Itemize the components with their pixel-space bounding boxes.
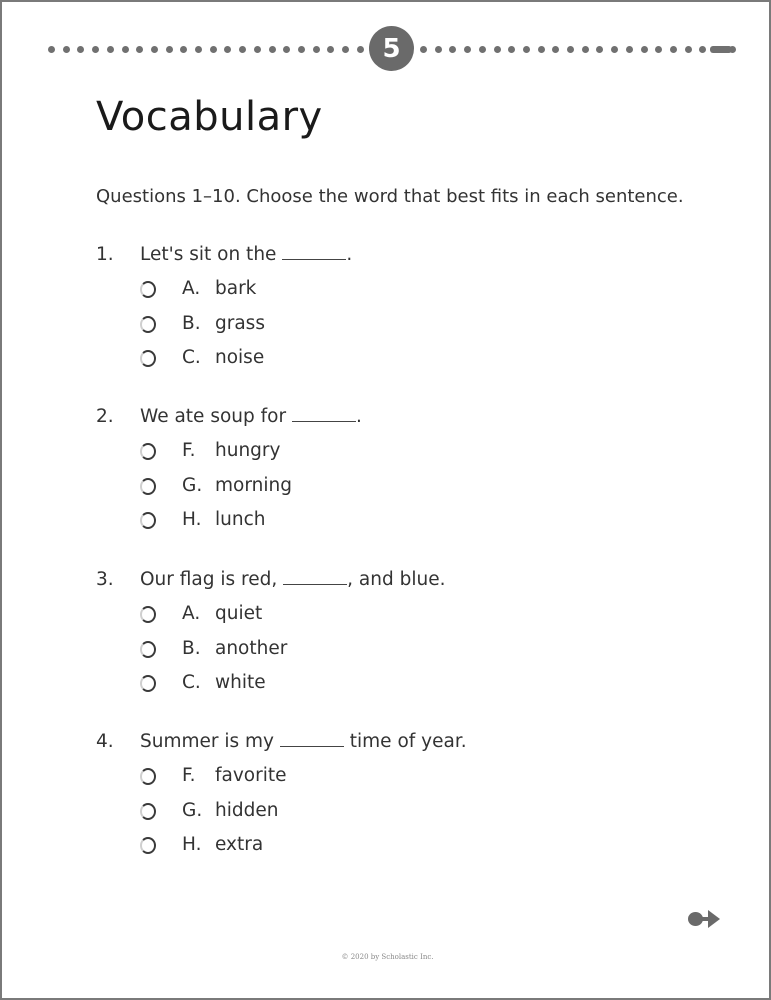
stem-after: , and blue. [347,569,446,590]
stem-before: We ate soup for [140,406,292,427]
option-word: bark [215,278,257,299]
rule-dot [464,46,471,53]
rule-dot [210,46,217,53]
arrow-head [708,910,720,928]
rule-dot [523,46,530,53]
answer-option-a[interactable] [96,603,696,638]
question-text [140,569,445,590]
option-letter: G. [182,799,203,821]
option-word: grass [215,312,265,334]
radio-bubble-icon[interactable] [140,478,156,495]
rule-dot [357,46,364,53]
rule-dot [166,46,173,53]
option-word: favorite [215,765,287,786]
rule-dot [626,46,633,53]
radio-bubble-icon[interactable] [140,350,156,367]
radio-bubble-icon[interactable] [140,443,156,460]
rule-dot [641,46,648,53]
question-stem [96,406,696,430]
radio-bubble-icon[interactable] [140,641,156,658]
answer-blank [292,407,356,422]
question-3 [96,569,696,707]
answer-option-g[interactable] [96,800,696,835]
question-stem [96,569,696,593]
question-number: 2. [96,406,114,427]
question-stem [96,731,696,755]
rule-dot [611,46,618,53]
rule-dot [180,46,187,53]
radio-bubble-icon[interactable] [140,803,156,820]
rule-dot [596,46,603,53]
option-word: hidden [215,799,279,821]
option-word: extra [215,834,264,855]
rule-dot [136,46,143,53]
question-number: 3. [96,569,114,590]
option-letter: C. [182,347,201,368]
answer-option-h[interactable] [96,509,696,544]
rule-dot [670,46,677,53]
option-word: quiet [215,603,263,624]
option-letter: B. [182,637,201,659]
rule-dot [435,46,442,53]
stem-after: . [346,244,353,265]
rule-dot [283,46,290,53]
directions: Questions 1–10. Choose the word that best fits in each sentence. [96,186,684,207]
answer-blank [282,245,346,260]
question-4 [96,731,696,869]
rule-dot [77,46,84,53]
stem-before: Summer is my [140,731,280,752]
radio-bubble-icon[interactable] [140,768,156,785]
option-letter: F. [182,765,196,786]
answer-option-f[interactable] [96,765,696,800]
radio-bubble-icon[interactable] [140,675,156,692]
question-text [140,731,467,752]
rule-dot [48,46,55,53]
rule-dot [239,46,246,53]
rule-dot [92,46,99,53]
rule-dot [685,46,692,53]
rule-dot [342,46,349,53]
rule-dot [449,46,456,53]
answer-option-c[interactable] [96,347,696,382]
rule-dot [151,46,158,53]
option-letter: H. [182,834,202,855]
option-letter: A. [182,603,201,624]
question-number: 4. [96,731,114,752]
option-word: another [215,637,288,659]
rule-dot [313,46,320,53]
option-letter: H. [182,509,202,530]
question-2 [96,406,696,544]
stem-after: . [355,406,362,427]
answer-option-a[interactable] [96,278,696,313]
rule-dot [122,46,129,53]
arrow-right-icon [688,909,724,929]
option-letter: F. [182,440,196,461]
option-letter: G. [182,474,203,496]
option-word: morning [215,474,292,496]
copyright-footer: © 2020 by Scholastic Inc. [341,953,434,961]
rule-dot [254,46,261,53]
rule-dot [567,46,574,53]
rule-dot [63,46,70,53]
rule-dot [479,46,486,53]
option-word: white [215,672,266,693]
stem-after: time of year. [343,731,467,752]
rule-dot [269,46,276,53]
question-text [140,406,362,427]
option-word: lunch [215,509,266,530]
rule-dot [494,46,501,53]
rule-dot [655,46,662,53]
rule-dot [195,46,202,53]
answer-option-c[interactable] [96,672,696,707]
question-1 [96,244,696,382]
radio-bubble-icon[interactable] [140,316,156,333]
option-letter: C. [182,672,201,693]
rule-dot [508,46,515,53]
answer-option-h[interactable] [96,834,696,869]
page-number-badge [369,26,414,71]
option-word: hungry [215,440,281,461]
answer-option-b[interactable] [96,313,696,348]
answer-blank [280,732,344,747]
question-text [140,244,352,265]
option-letter: B. [182,312,201,334]
rule-dot [699,46,706,53]
answer-blank [283,570,347,585]
page-title: Vocabulary [96,94,323,140]
answer-option-b[interactable] [96,638,696,673]
option-word: noise [215,347,265,368]
answer-option-f[interactable] [96,440,696,475]
radio-bubble-icon[interactable] [140,606,156,623]
radio-bubble-icon[interactable] [140,837,156,854]
question-number: 1. [96,244,114,265]
rule-dot [107,46,114,53]
radio-bubble-icon[interactable] [140,281,156,298]
stem-before: Let's sit on the [140,244,283,265]
question-stem [96,244,696,268]
rule-end [710,46,732,53]
rule-dot [538,46,545,53]
option-letter: A. [182,278,201,299]
rule-dot [552,46,559,53]
stem-before: Our flag is red, [140,569,284,590]
rule-dot [420,46,427,53]
rule-dot [582,46,589,53]
radio-bubble-icon[interactable] [140,512,156,529]
rule-dot [224,46,231,53]
answer-option-g[interactable] [96,475,696,510]
page-number: 5 [382,33,401,64]
rule-dot [327,46,334,53]
rule-dot [298,46,305,53]
